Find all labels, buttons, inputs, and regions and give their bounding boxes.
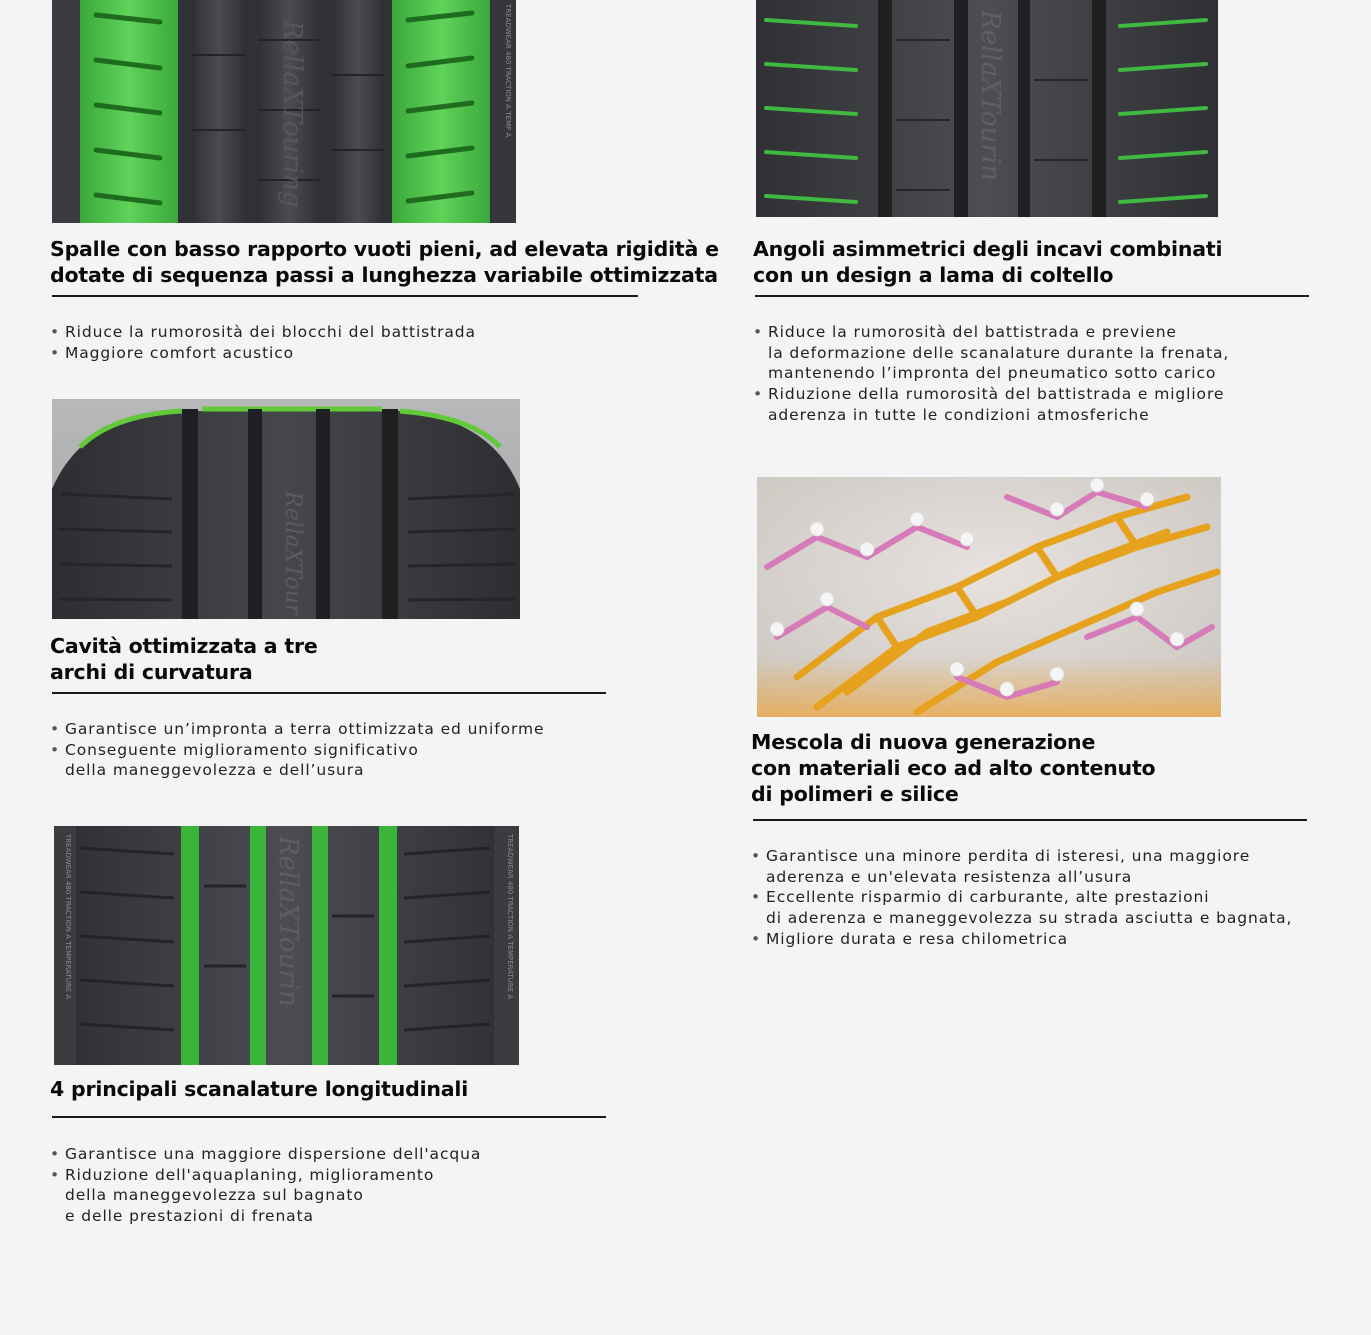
list-item: • Eccellente risparmio di carburante, alte prestazioni di aderenza e maneggevolezza su strada asciutta e bagnata, (751, 887, 1292, 928)
grooves-tread-image (54, 826, 519, 1065)
list-item: • Riduce la rumorosità del battistrada e previene la deformazione delle scanalature durante la frenata, mantenendo l’impronta del pneumatico sotto carico (753, 322, 1229, 384)
list-item: • Garantisce un’impronta a terra ottimizzata ed uniforme (50, 719, 544, 740)
feature-bullets-compound (751, 846, 1292, 950)
tire-shoulder-green-icon (52, 0, 516, 223)
svg-text:RellaXTouring: RellaXTouring (277, 20, 307, 208)
feature-bullets-shoulder (50, 322, 476, 363)
list-item: • Garantisce una minore perdita di isteresi, una maggiore aderenza e un'elevata resistenza all’usura (751, 846, 1292, 887)
divider (755, 295, 1309, 297)
svg-text:TREADWEAR 480 TRACTION A TEMPE: TREADWEAR 480 TRACTION A TEMPERATURE A (506, 834, 514, 1000)
compound-molecule-image (757, 477, 1221, 717)
tire-asymmetric-sipes-icon (756, 0, 1218, 217)
svg-text:RellaXTourin: RellaXTourin (975, 10, 1005, 181)
divider (52, 692, 606, 694)
asymmetric-tread-image (756, 0, 1218, 217)
divider (52, 1116, 606, 1118)
list-item: • Maggiore comfort acustico (50, 343, 476, 364)
feature-title-cavity: Cavità ottimizzata a tre archi di curvatura (50, 634, 318, 684)
cavity-tread-image (52, 399, 520, 619)
list-item: • Migliore durata e resa chilometrica (751, 929, 1292, 950)
divider (753, 819, 1307, 821)
svg-text:RellaXTourin: RellaXTourin (273, 836, 303, 1007)
feature-bullets-cavity (50, 719, 544, 781)
svg-text:TREADWEAR 480 TRACTION A TEMP: TREADWEAR 480 TRACTION A TEMP A (504, 4, 512, 138)
list-item: • Riduce la rumorosità dei blocchi del battistrada (50, 322, 476, 343)
molecule-compound-icon (757, 477, 1221, 717)
divider (52, 295, 638, 297)
feature-title-compound: Mescola di nuova generazione con materiali eco ad alto contenuto di polimeri e silice (751, 730, 1156, 806)
svg-text:TREADWEAR 480 TRACTION A TEMPE: TREADWEAR 480 TRACTION A TEMPERATURE A (64, 834, 72, 1000)
feature-title-angles: Angoli asimmetrici degli incavi combinati con un design a lama di coltello (753, 237, 1223, 287)
shoulder-tread-image (52, 0, 516, 223)
list-item: • Riduzione della rumorosità del battistrada e migliore aderenza in tutte le condizioni atmosferiche (753, 384, 1229, 425)
tire-cavity-curvature-icon (52, 399, 520, 619)
list-item: • Garantisce una maggiore dispersione dell'acqua (50, 1144, 481, 1165)
feature-title-shoulder: Spalle con basso rapporto vuoti pieni, ad elevata rigidità e dotate di sequenza passi a lunghezza variabile ottimizzata (50, 237, 719, 287)
feature-bullets-angles (753, 322, 1229, 426)
feature-bullets-grooves (50, 1144, 481, 1227)
svg-text:RellaXTour: RellaXTour (280, 491, 305, 615)
tire-longitudinal-grooves-icon (54, 826, 519, 1065)
list-item: • Riduzione dell'aquaplaning, miglioramento della maneggevolezza sul bagnato e delle prestazioni di frenata (50, 1165, 481, 1227)
feature-title-grooves: 4 principali scanalature longitudinali (50, 1077, 469, 1101)
list-item: • Conseguente miglioramento significativo della maneggevolezza e dell’usura (50, 740, 544, 781)
